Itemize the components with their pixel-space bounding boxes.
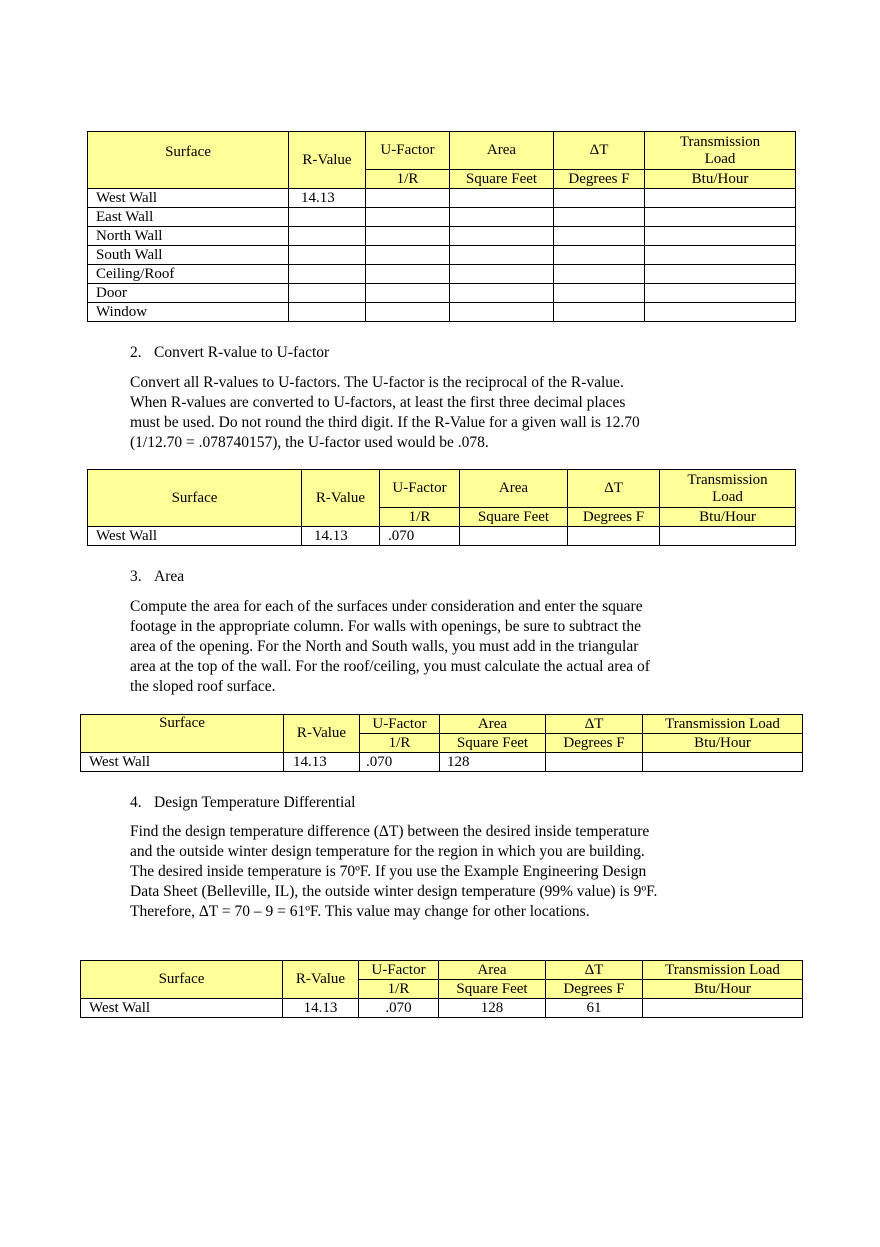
- table-row: [88, 284, 796, 303]
- section-title: Design Temperature Differential: [154, 794, 356, 811]
- header-area: Area: [450, 132, 554, 170]
- transmission-cell: [645, 303, 796, 322]
- transmission-cell: [645, 265, 796, 284]
- surface-cell: Door: [88, 284, 289, 303]
- surface-cell: West Wall: [81, 999, 283, 1018]
- unit-transmission: Btu/Hour: [643, 734, 803, 753]
- rvalue-cell: [289, 284, 366, 303]
- unit-delta-t: Degrees F: [568, 508, 660, 527]
- paragraph-line: area of the opening. For the North and South walls, you must add in the triangular: [130, 638, 639, 655]
- header-delta-t: ΔT: [568, 470, 660, 508]
- unit-ufactor: 1/R: [359, 980, 439, 999]
- unit-transmission: Btu/Hour: [643, 980, 803, 999]
- header-rvalue: R-Value: [283, 961, 359, 999]
- ufactor-cell: .070: [380, 527, 460, 546]
- surface-cell: Window: [88, 303, 289, 322]
- area-cell: [460, 527, 568, 546]
- header-rvalue: R-Value: [289, 132, 366, 189]
- delta-t-cell: [546, 753, 643, 772]
- header-area: Area: [460, 470, 568, 508]
- header-rvalue: R-Value: [302, 470, 380, 527]
- rvalue-cell: 14.13: [283, 999, 359, 1018]
- header-area: Area: [439, 961, 546, 980]
- header-delta-t: ΔT: [546, 961, 643, 980]
- area-cell: [450, 246, 554, 265]
- table-row: [88, 527, 796, 546]
- section-title: Convert R-value to U-factor: [154, 344, 330, 361]
- table-row: [88, 265, 796, 284]
- delta-t-cell: [554, 189, 645, 208]
- ufactor-cell: .070: [359, 999, 439, 1018]
- header-area: Area: [440, 715, 546, 734]
- delta-t-cell: [554, 284, 645, 303]
- delta-t-cell: [554, 246, 645, 265]
- unit-ufactor: 1/R: [380, 508, 460, 527]
- header-ufactor: U-Factor: [366, 132, 450, 170]
- unit-ufactor: 1/R: [360, 734, 440, 753]
- paragraph-line: must be used. Do not round the third digit. If the R-Value for a given wall is 12.70: [130, 414, 640, 431]
- area-cell: [450, 189, 554, 208]
- heat-loss-table-full: [87, 131, 796, 322]
- header-ufactor: U-Factor: [359, 961, 439, 980]
- table-row: [88, 189, 796, 208]
- section-4-heading: [130, 794, 356, 812]
- paragraph-line: The desired inside temperature is 70ºF. If you use the Example Engineering Design: [130, 863, 647, 880]
- area-cell: [450, 208, 554, 227]
- surface-cell: West Wall: [88, 527, 302, 546]
- rvalue-cell: 14.13: [289, 189, 366, 208]
- paragraph-line: Find the design temperature difference (ΔT) between the desired inside temperature: [130, 823, 650, 840]
- paragraph-line: (1/12.70 = .078740157), the U-factor used would be .078.: [130, 434, 489, 451]
- section-3-paragraph: [130, 597, 730, 697]
- paragraph-line: Compute the area for each of the surfaces under consideration and enter the square: [130, 598, 643, 615]
- section-title: Area: [154, 568, 185, 585]
- delta-t-cell: [554, 265, 645, 284]
- transmission-cell: [643, 753, 803, 772]
- unit-area: Square Feet: [460, 508, 568, 527]
- ufactor-cell: [366, 265, 450, 284]
- table-row: [88, 208, 796, 227]
- transmission-cell: [645, 189, 796, 208]
- unit-delta-t: Degrees F: [546, 980, 643, 999]
- paragraph-line: Data Sheet (Belleville, IL), the outside winter design temperature (99% value) is 9ºF.: [130, 883, 658, 900]
- heat-loss-table-ufactor: [87, 469, 796, 546]
- paragraph-line: Convert all R-values to U-factors. The U-factor is the reciprocal of the R-value.: [130, 374, 624, 391]
- area-cell: 128: [440, 753, 546, 772]
- area-cell: [450, 227, 554, 246]
- header-surface: Surface: [88, 470, 302, 527]
- section-3-heading: [130, 568, 184, 586]
- table-row: [88, 227, 796, 246]
- area-cell: [450, 265, 554, 284]
- header-transmission-load: Transmission Load: [660, 470, 796, 508]
- paragraph-line: and the outside winter design temperature for the region in which you are building.: [130, 843, 645, 860]
- unit-area: Square Feet: [439, 980, 546, 999]
- transmission-cell: [645, 246, 796, 265]
- transmission-cell: [645, 284, 796, 303]
- transmission-cell: [645, 208, 796, 227]
- header-delta-t: ΔT: [554, 132, 645, 170]
- unit-delta-t: Degrees F: [546, 734, 643, 753]
- area-cell: [450, 303, 554, 322]
- transmission-cell: [660, 527, 796, 546]
- surface-cell: South Wall: [88, 246, 289, 265]
- area-cell: 128: [439, 999, 546, 1018]
- paragraph-line: area at the top of the wall. For the roof/ceiling, you must calculate the actual area of: [130, 658, 650, 675]
- paragraph-line: the sloped roof surface.: [130, 678, 276, 695]
- ufactor-cell: .070: [360, 753, 440, 772]
- unit-area: Square Feet: [450, 170, 554, 189]
- area-cell: [450, 284, 554, 303]
- header-delta-t: ΔT: [546, 715, 643, 734]
- ufactor-cell: [366, 284, 450, 303]
- unit-delta-t: Degrees F: [554, 170, 645, 189]
- ufactor-cell: [366, 246, 450, 265]
- section-number: 2.: [130, 344, 142, 361]
- delta-t-cell: [554, 227, 645, 246]
- paragraph-line: When R-values are converted to U-factors, at least the first three decimal places: [130, 394, 626, 411]
- heat-loss-table-area: [80, 714, 803, 772]
- paragraph-line: footage in the appropriate column. For walls with openings, be sure to subtract the: [130, 618, 641, 635]
- surface-cell: East Wall: [88, 208, 289, 227]
- header-transmission-load: Transmission Load: [643, 715, 803, 734]
- rvalue-cell: [289, 227, 366, 246]
- unit-area: Square Feet: [440, 734, 546, 753]
- table-row: [81, 999, 803, 1018]
- rvalue-cell: [289, 303, 366, 322]
- delta-t-cell: 61: [546, 999, 643, 1018]
- delta-t-cell: [554, 208, 645, 227]
- rvalue-cell: 14.13: [302, 527, 380, 546]
- ufactor-cell: [366, 208, 450, 227]
- header-ufactor: U-Factor: [380, 470, 460, 508]
- delta-t-cell: [554, 303, 645, 322]
- paragraph-line: Therefore, ΔT = 70 – 9 = 61ºF. This value may change for other locations.: [130, 903, 590, 920]
- header-ufactor: U-Factor: [360, 715, 440, 734]
- ufactor-cell: [366, 227, 450, 246]
- section-number: 3.: [130, 568, 142, 585]
- section-2-heading: [130, 344, 329, 362]
- section-2-paragraph: [130, 373, 730, 453]
- rvalue-cell: [289, 265, 366, 284]
- rvalue-cell: [289, 246, 366, 265]
- surface-cell: Ceiling/Roof: [88, 265, 289, 284]
- delta-t-cell: [568, 527, 660, 546]
- table-row: [81, 753, 803, 772]
- header-transmission-load: Transmission Load: [645, 132, 796, 170]
- unit-transmission: Btu/Hour: [660, 508, 796, 527]
- header-rvalue: R-Value: [284, 715, 360, 753]
- header-surface: Surface: [88, 132, 289, 189]
- surface-cell: West Wall: [88, 189, 289, 208]
- header-surface: Surface: [81, 961, 283, 999]
- unit-ufactor: 1/R: [366, 170, 450, 189]
- surface-cell: West Wall: [81, 753, 284, 772]
- rvalue-cell: [289, 208, 366, 227]
- ufactor-cell: [366, 303, 450, 322]
- ufactor-cell: [366, 189, 450, 208]
- surface-cell: North Wall: [88, 227, 289, 246]
- header-transmission-load: Transmission Load: [643, 961, 803, 980]
- transmission-cell: [643, 999, 803, 1018]
- section-number: 4.: [130, 794, 142, 811]
- header-surface: Surface: [81, 715, 284, 753]
- unit-transmission: Btu/Hour: [645, 170, 796, 189]
- heat-loss-table-delta-t: [80, 960, 803, 1018]
- table-row: [88, 246, 796, 265]
- transmission-cell: [645, 227, 796, 246]
- section-4-paragraph: [130, 822, 730, 922]
- table-row: [88, 303, 796, 322]
- rvalue-cell: 14.13: [284, 753, 360, 772]
